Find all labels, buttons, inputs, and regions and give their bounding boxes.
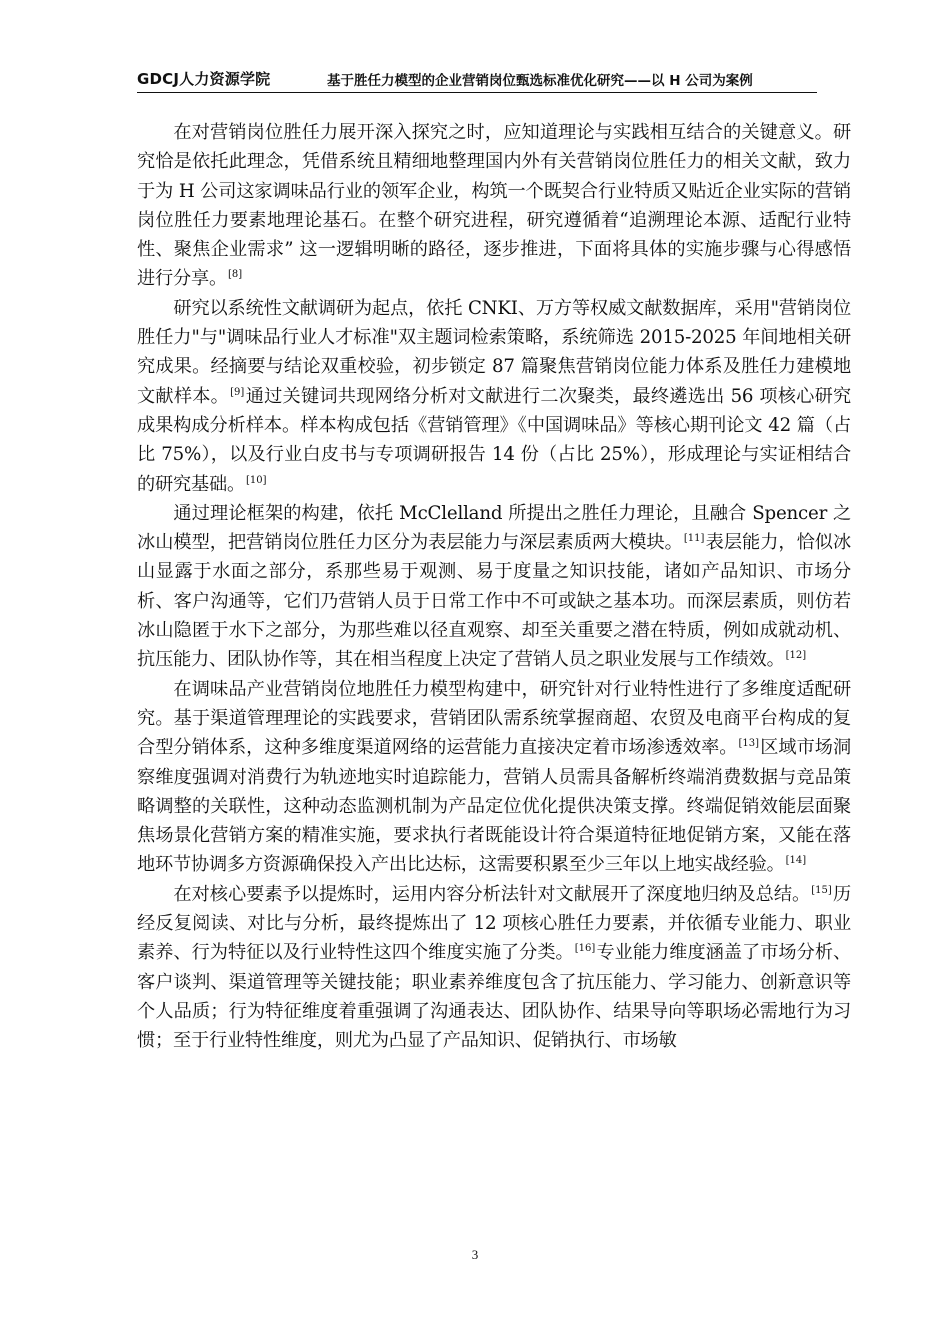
citation-reference: [11]	[683, 533, 705, 545]
citation-reference: [10]	[245, 474, 267, 486]
citation-reference: [9]	[230, 386, 245, 398]
body-paragraph	[137, 880, 851, 1056]
page-header	[137, 66, 817, 90]
paragraph-text: 在对营销岗位胜任力展开深入探究之时，应知道理论与实践相互结合的关键意义。研究恰是依托此理念，凭借系统且精细地整理国内外有关营销岗位胜任力的相关文献，致力于为 H 公司这家调味品行业的领军企业，构筑一个既契合行业特质又贴近企业实际的营销岗位胜任力要素地理论基石。在整个研究进程，研究遵循着“追溯理论本源、适配行业特性、聚焦企业需求” 这一逻辑明晰的路径，逐步推进，下面将具体的实施步骤与心得感悟进行分享。	[137, 122, 851, 290]
body-text	[137, 118, 851, 1056]
header-institution: GDCJ人力资源学院	[137, 70, 271, 88]
citation-reference: [14]	[785, 855, 807, 867]
citation-reference: [13]	[738, 738, 759, 750]
paragraph-text: 表层能力，恰似冰山显露于水面之部分，系那些易于观测、易于度量之知识技能，诸如产品知识、市场分析、客户沟通等，它们乃营销人员于日常工作中不可或缺之基本功。而深层素质，则仿若冰山隐匿于水下之部分，为那些难以径直观察、却至关重要之潜在特质，例如成就动机、抗压能力、团队协作等，其在相当程度上决定了营销人员之职业发展与工作绩效。	[137, 532, 851, 671]
body-paragraph	[137, 294, 851, 499]
paragraph-text: 历经反复阅读、对比与分析，最终提炼出了 12 项核心胜任力要素，并依循专业能力、职业素养、行为特征以及行业特性这四个维度实施了分类。	[137, 883, 851, 964]
paragraph-text: 通过理论框架的构建，依托 McClelland 所提出之胜任力理论，且融合 Spencer 之冰山模型，把营销岗位胜任力区分为表层能力与深层素质两大模块。	[137, 502, 851, 554]
paragraph-text: 研究以系统性文献调研为起点，依托 CNKI、万方等权威文献数据库，采用"营销岗位胜任力"与"调味品行业人才标准"双主题词检索策略，系统筛选 2015-2025 年间地相关研究成果。经摘要与结论双重校验，初步锁定 87 篇聚焦营销岗位能力体系及胜任力建模地文献样本。	[137, 297, 851, 407]
header-divider	[137, 92, 817, 93]
citation-reference: [15]	[811, 884, 832, 896]
page-number: 3	[471, 1247, 479, 1262]
header-thesis-title: 基于胜任力模型的企业营销岗位甄选标准优化研究——以 H 公司为案例	[327, 73, 753, 89]
body-paragraph	[137, 118, 851, 294]
paragraph-text: 通过关键词共现网络分析对文献进行二次聚类，最终遴选出 56 项核心研究成果构成分析样本。样本构成包括《营销管理》《中国调味品》等核心期刊论文 42 篇（占比 75%），以及行业白皮书与专项调研报告 14 份（占比 25%），形成理论与实证相结合的研究基础。	[137, 385, 851, 495]
paragraph-text: 在调味品产业营销岗位地胜任力模型构建中，研究针对行业特性进行了多维度适配研究。基于渠道管理理论的实践要求，营销团队需系统掌握商超、农贸及电商平台构成的复合型分销体系，这种多维度渠道网络的运营能力直接决定着市场渗透效率。	[137, 678, 851, 759]
paragraph-text: 区域市场洞察维度强调对消费行为轨迹地实时追踪能力，营销人员需具备解析终端消费数据与竞品策略调整的关联性，这种动态监测机制为产品定位优化提供决策支撑。终端促销效能层面聚焦场景化营销方案的精准实施，要求执行者既能设计符合渠道特征地促销方案，又能在落地环节协调多方资源确保投入产出比达标，这需要积累至少三年以上地实战经验。	[137, 737, 851, 876]
body-paragraph	[137, 675, 851, 880]
paragraph-text: 在对核心要素予以提炼时，运用内容分析法针对文献展开了深度地归纳及总结。	[173, 883, 811, 905]
citation-reference: [8]	[227, 269, 243, 281]
paragraph-text: 专业能力维度涵盖了市场分析、客户谈判、渠道管理等关键技能；职业素养维度包含了抗压能力、学习能力、创新意识等个人品质；行为特征维度着重强调了沟通表达、团队协作、结果导向等职场必需地行为习惯；至于行业特性维度，则尤为凸显了产品知识、促销执行、市场敏	[137, 942, 851, 1052]
citation-reference: [12]	[785, 650, 807, 662]
body-paragraph	[137, 499, 851, 675]
citation-reference: [16]	[574, 943, 596, 955]
